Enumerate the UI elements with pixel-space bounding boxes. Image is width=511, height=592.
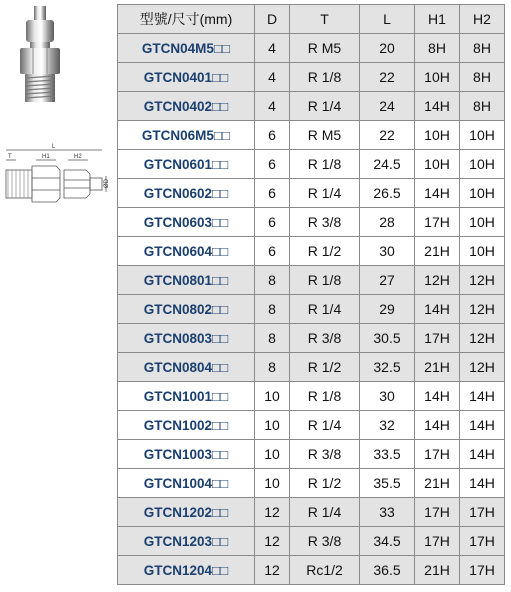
cell-h1: 10H [415, 121, 460, 150]
cell-d: 8 [255, 324, 290, 353]
cell-l: 34.5 [360, 527, 415, 556]
cell-model: GTCN1004□□ [118, 469, 255, 498]
cell-l: 24.5 [360, 150, 415, 179]
cell-d: 10 [255, 440, 290, 469]
cell-d: 6 [255, 208, 290, 237]
cell-h2: 14H [460, 382, 505, 411]
cell-h2: 14H [460, 411, 505, 440]
table-row [118, 266, 505, 295]
cell-t: R 1/8 [290, 63, 360, 92]
cell-h1: 14H [415, 92, 460, 121]
cell-d: 6 [255, 121, 290, 150]
cell-model: GTCN0602□□ [118, 179, 255, 208]
dimension-label-d: ØD [104, 179, 110, 188]
cell-h1: 17H [415, 527, 460, 556]
cell-h1: 14H [415, 411, 460, 440]
spec-table [117, 4, 505, 585]
table-row [118, 295, 505, 324]
cell-l: 32 [360, 411, 415, 440]
cell-t: R 1/4 [290, 92, 360, 121]
cell-t: R 1/2 [290, 237, 360, 266]
cell-h2: 14H [460, 440, 505, 469]
cell-model: GTCN0801□□ [118, 266, 255, 295]
dimension-label-h2: H2 [74, 154, 82, 160]
cell-l: 20 [360, 34, 415, 63]
cell-h2: 10H [460, 208, 505, 237]
cell-l: 26.5 [360, 179, 415, 208]
table-row [118, 92, 505, 121]
cell-l: 30 [360, 237, 415, 266]
cell-h2: 12H [460, 353, 505, 382]
cell-h2: 12H [460, 266, 505, 295]
cell-d: 8 [255, 266, 290, 295]
table-row [118, 179, 505, 208]
cell-l: 30.5 [360, 324, 415, 353]
cell-h2: 10H [460, 150, 505, 179]
cell-model: GTCN0604□□ [118, 237, 255, 266]
cell-l: 22 [360, 121, 415, 150]
cell-model: GTCN1001□□ [118, 382, 255, 411]
cell-h2: 10H [460, 121, 505, 150]
table-row [118, 34, 505, 63]
cell-h2: 8H [460, 92, 505, 121]
cell-t: R 1/4 [290, 498, 360, 527]
cell-t: R M5 [290, 121, 360, 150]
cell-t: R M5 [290, 34, 360, 63]
table-header-row [118, 5, 505, 34]
cell-model: GTCN0601□□ [118, 150, 255, 179]
cell-model: GTCN0803□□ [118, 324, 255, 353]
cell-t: R 3/8 [290, 324, 360, 353]
cell-l: 29 [360, 295, 415, 324]
cell-h1: 21H [415, 237, 460, 266]
table-row [118, 353, 505, 382]
cell-h1: 14H [415, 295, 460, 324]
cell-h1: 17H [415, 498, 460, 527]
fitting-dimension-drawing [2, 140, 114, 210]
header-h1: H1 [415, 5, 460, 34]
cell-d: 4 [255, 92, 290, 121]
cell-l: 33.5 [360, 440, 415, 469]
cell-h2: 8H [460, 63, 505, 92]
cell-t: R 1/8 [290, 266, 360, 295]
table-row [118, 556, 505, 585]
table-row [118, 498, 505, 527]
header-model: 型號/尺寸(mm) [118, 5, 255, 34]
cell-model: GTCN06M5□□ [118, 121, 255, 150]
cell-d: 4 [255, 34, 290, 63]
cell-model: GTCN1002□□ [118, 411, 255, 440]
cell-h1: 21H [415, 469, 460, 498]
cell-model: GTCN04M5□□ [118, 34, 255, 63]
cell-h1: 12H [415, 266, 460, 295]
cell-model: GTCN1003□□ [118, 440, 255, 469]
cell-h2: 17H [460, 527, 505, 556]
dimension-label-t: T [8, 154, 12, 160]
cell-h1: 21H [415, 556, 460, 585]
cell-l: 22 [360, 63, 415, 92]
cell-h1: 17H [415, 440, 460, 469]
table-row [118, 121, 505, 150]
cell-t: R 1/2 [290, 469, 360, 498]
header-l: L [360, 5, 415, 34]
cell-h1: 10H [415, 150, 460, 179]
cell-d: 12 [255, 556, 290, 585]
cell-model: GTCN1204□□ [118, 556, 255, 585]
cell-d: 6 [255, 179, 290, 208]
cell-l: 33 [360, 498, 415, 527]
cell-h2: 12H [460, 324, 505, 353]
cell-t: R 1/8 [290, 382, 360, 411]
fitting-photo [0, 0, 80, 110]
cell-t: R 1/4 [290, 179, 360, 208]
table-row [118, 324, 505, 353]
cell-d: 10 [255, 411, 290, 440]
dimension-label-h1: H1 [42, 154, 50, 160]
cell-d: 10 [255, 382, 290, 411]
cell-h2: 8H [460, 34, 505, 63]
cell-h2: 12H [460, 295, 505, 324]
table-row [118, 63, 505, 92]
cell-t: R 1/2 [290, 353, 360, 382]
cell-l: 30 [360, 382, 415, 411]
cell-l: 24 [360, 92, 415, 121]
cell-d: 12 [255, 527, 290, 556]
cell-h2: 17H [460, 556, 505, 585]
cell-model: GTCN0402□□ [118, 92, 255, 121]
cell-d: 4 [255, 63, 290, 92]
cell-t: R 1/8 [290, 150, 360, 179]
cell-t: R 3/8 [290, 440, 360, 469]
cell-t: R 3/8 [290, 527, 360, 556]
cell-h2: 10H [460, 179, 505, 208]
cell-h1: 8H [415, 34, 460, 63]
cell-l: 36.5 [360, 556, 415, 585]
cell-l: 27 [360, 266, 415, 295]
cell-d: 6 [255, 237, 290, 266]
table-row [118, 440, 505, 469]
table-row [118, 382, 505, 411]
table-body [118, 34, 505, 585]
cell-l: 35.5 [360, 469, 415, 498]
cell-d: 6 [255, 150, 290, 179]
cell-h1: 21H [415, 353, 460, 382]
cell-d: 8 [255, 353, 290, 382]
cell-model: GTCN1203□□ [118, 527, 255, 556]
cell-h1: 14H [415, 382, 460, 411]
cell-model: GTCN0802□□ [118, 295, 255, 324]
cell-t: R 1/4 [290, 295, 360, 324]
table-row [118, 150, 505, 179]
cell-t: R 3/8 [290, 208, 360, 237]
cell-h1: 17H [415, 324, 460, 353]
header-d: D [255, 5, 290, 34]
cell-l: 32.5 [360, 353, 415, 382]
cell-t: Rc1/2 [290, 556, 360, 585]
table-row [118, 411, 505, 440]
cell-h2: 14H [460, 469, 505, 498]
cell-d: 10 [255, 469, 290, 498]
table-row [118, 469, 505, 498]
cell-h1: 14H [415, 179, 460, 208]
cell-h1: 10H [415, 63, 460, 92]
cell-model: GTCN0401□□ [118, 63, 255, 92]
cell-h1: 17H [415, 208, 460, 237]
cell-model: GTCN1202□□ [118, 498, 255, 527]
table-row [118, 237, 505, 266]
dimension-label-l: L [52, 144, 56, 150]
cell-model: GTCN0804□□ [118, 353, 255, 382]
cell-h2: 10H [460, 237, 505, 266]
header-h2: H2 [460, 5, 505, 34]
table-row [118, 208, 505, 237]
cell-h2: 17H [460, 498, 505, 527]
header-t: T [290, 5, 360, 34]
table-row [118, 527, 505, 556]
cell-l: 28 [360, 208, 415, 237]
cell-model: GTCN0603□□ [118, 208, 255, 237]
cell-d: 12 [255, 498, 290, 527]
cell-t: R 1/4 [290, 411, 360, 440]
cell-d: 8 [255, 295, 290, 324]
